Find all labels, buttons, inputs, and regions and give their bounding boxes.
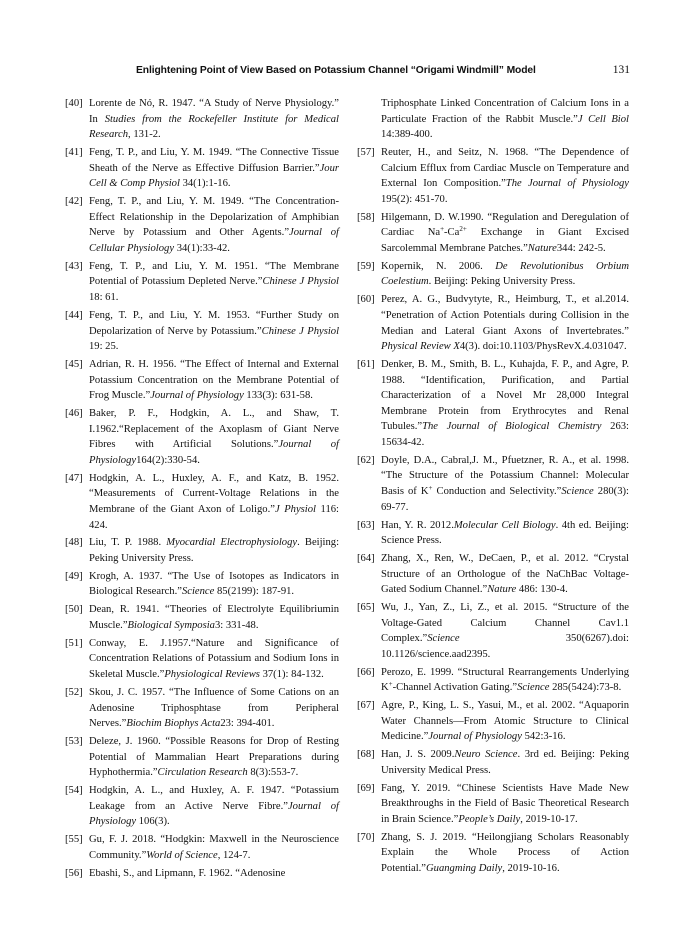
- reference-text: Reuter, H., and Seitz, N. 1968. “The Dependence of Calcium Efflux from Cardiac Muscle on Temperature and External Ion Composition.”The Journal of Physiology 195(2): 451-70.: [381, 147, 629, 205]
- reference-text: Perozo, E. 1999. “Structural Rearrangements Underlying K+-Channel Activation Gating.”Science 285(5424):73-8.: [381, 666, 629, 694]
- reference-text: Fang, Y. 2019. “Chinese Scientists Have Made New Breakthroughs in the Field of Basic Theoretical Research in Brain Science.”People’s Daily, 2019-10-17.: [381, 782, 629, 825]
- reference-item: [65, 569, 339, 600]
- reference-number: [43]: [65, 260, 83, 272]
- page-header: [40, 62, 630, 82]
- reference-text: Liu, T. P. 1988. Myocardial Electrophysiology. Beijing: Peking University Press.: [89, 537, 340, 564]
- reference-text: Doyle, D.A., Cabral,J. M., Pfuetzner, R. A., et al. 1998. “The Structure of the Potassium Channel: Molecular Basis of K+ Conduction and Selectivity.”Science 280(3): 69-77.: [381, 454, 629, 513]
- reference-item: [357, 357, 629, 451]
- reference-text: Adrian, R. H. 1956. “The Effect of Internal and External Potassium Concentration on the Membrane Potential of Frog Muscle.”Journal of Physiology 133(3): 631-58.: [89, 358, 339, 402]
- references-left-column: [65, 96, 339, 884]
- reference-item: [357, 698, 629, 745]
- reference-text: Han, J. S. 2009.Neuro Science. 3rd ed. Beijing: Peking University Medical Press.: [381, 749, 629, 776]
- reference-continuation: [357, 96, 629, 143]
- reference-number: [41]: [65, 147, 83, 159]
- reference-item: [357, 781, 629, 828]
- reference-item: [65, 471, 339, 533]
- page-number: 131: [612, 64, 630, 76]
- reference-text: Krogh, A. 1937. “The Use of Isotopes as Indicators in Biological Research.”Science 85(2199): 187-91.: [89, 570, 339, 598]
- reference-number: [55]: [65, 834, 83, 846]
- reference-text: Han, Y. R. 2012.Molecular Cell Biology. 4th ed. Beijing: Science Press.: [381, 519, 630, 547]
- reference-item: [65, 832, 339, 863]
- reference-item: [357, 830, 629, 877]
- reference-text: Feng, T. P., and Liu, Y. M. 1949. “The Concentration-Effect Relationship in the Depolarization of Amphibian Nerve by Potassium and Other Agents.”Journal of Cellular Physiology 34(1):33-42.: [89, 196, 339, 254]
- reference-item: [357, 551, 629, 598]
- reference-number: [65]: [357, 602, 375, 614]
- reference-number: [45]: [65, 358, 83, 370]
- reference-item: [65, 535, 339, 566]
- reference-number: [53]: [65, 736, 83, 748]
- reference-number: [48]: [65, 537, 83, 549]
- reference-item: [65, 308, 339, 355]
- reference-text: Kopernik, N. 2006. De Revolutionibus Orbium Coelestium. Beijing: Peking University Press.: [381, 260, 629, 288]
- reference-number: [63]: [357, 519, 375, 531]
- reference-text: Wu, J., Yan, Z., Li, Z., et al. 2015. “Structure of the Voltage-Gated Calcium Channel Cav1.1 Complex.”Science 350(6267).doi: 10.1126/science.aad2395.: [381, 602, 629, 660]
- reference-number: [62]: [357, 454, 375, 466]
- reference-item: [65, 636, 339, 683]
- references-right-column: [357, 96, 629, 879]
- reference-text: Denker, B. M., Smith, B. L., Kuhajda, F. P., and Agre, P. 1988. “Identification, Purification, and Partial Characterization of a Novel Mr 28,000 Integral Membrane Protein from Erythrocytes and Renal Tubules.”The Journal of Biological Chemistry 263: 15634-42.: [381, 358, 629, 448]
- reference-item: [65, 866, 339, 882]
- reference-number: [56]: [65, 867, 83, 879]
- reference-item: [357, 665, 629, 696]
- reference-number: [68]: [357, 749, 375, 761]
- reference-item: [65, 145, 339, 192]
- reference-item: [357, 453, 629, 515]
- reference-number: [69]: [357, 782, 375, 794]
- reference-number: [70]: [357, 831, 375, 843]
- reference-text: Dean, R. 1941. “Theories of Electrolyte Equilibriumin Muscle.”Biological Symposia3: 331-48.: [89, 604, 339, 631]
- reference-item: [65, 783, 339, 830]
- reference-text: Perez, A. G., Budvytyte, R., Heimburg, T., et al.2014. “Penetration of Action Potentials during Collision in the Median and Lateral Giant Axons of Invertebrates.” Physical Review X4(3). doi:10.1103/PhysRevX.4.031047.: [381, 294, 629, 353]
- reference-item: [65, 734, 339, 781]
- reference-number: [64]: [357, 553, 375, 564]
- reference-number: [59]: [357, 260, 375, 272]
- reference-item: [65, 194, 339, 256]
- reference-number: [66]: [357, 666, 375, 678]
- reference-text: Zhang, X., Ren, W., DeCaen, P., et al. 2012. “Crystal Structure of an Orthologue of the NaChBac Voltage-Gated Sodium Channel.”Nature 486: 130-4.: [381, 553, 629, 596]
- reference-item: [357, 259, 629, 290]
- reference-number: [54]: [65, 785, 83, 797]
- reference-item: [65, 602, 339, 633]
- reference-text: Skou, J. C. 1957. “The Influence of Some Cations on an Adenosine Triphosphtase from Peripheral Nerves.”Biochim Biophys Acta23: 394-401.: [89, 686, 339, 730]
- reference-text: Hilgemann, D. W.1990. “Regulation and Deregulation of Cardiac $Na^+-Ca^{2+}$ Exchange in Giant Excised Sarcolemmal Membrane Patches.”Nature344: 242-5.: [381, 211, 629, 254]
- reference-text: Agre, P., King, L. S., Yasui, M., et al. 2002. “Aquaporin Water Channels—From Atomic Structure to Clinical Medicine.”Journal of Physiology 542:3-16.: [381, 700, 629, 743]
- reference-number: [42]: [65, 196, 83, 208]
- reference-number: [58]: [357, 211, 375, 223]
- reference-item: [357, 600, 629, 662]
- reference-text: Deleze, J. 1960. “Possible Reasons for Drop of Resting Potential of Mammalian Heart Preparations during Hyphothermia.”Circulation Research 8(3):553-7.: [89, 736, 339, 779]
- reference-text: Lorente de Nó, R. 1947. “A Study of Nerve Physiology.” In Studies from the Rockefeller Institute for Medical Research, 131-2.: [89, 98, 339, 141]
- reference-number: [60]: [357, 294, 375, 306]
- reference-number: [57]: [357, 147, 375, 159]
- reference-item: [357, 210, 629, 257]
- reference-item: [357, 747, 629, 778]
- reference-text: Gu, F. J. 2018. “Hodgkin: Maxwell in the Neuroscience Community.”World of Science, 124-7.: [89, 834, 339, 861]
- reference-item: [357, 292, 629, 354]
- reference-number: [46]: [65, 408, 83, 420]
- running-title: Enlightening Point of View Based on Potassium Channel “Origami Windmill” Model: [136, 65, 536, 76]
- reference-number: [61]: [357, 358, 375, 370]
- reference-text: Triphosphate Linked Concentration of Calcium Ions in a Particulate Fraction of the Rabbit Muscle.”J Cell Biol 14:389-400.: [381, 98, 629, 141]
- reference-text: Hodgkin, A. L., Huxley, A. F., and Katz, B. 1952. “Measurements of Current-Voltage Relations in the Membrane of the Giant Axon of Loligo.”J Physiol 116: 424.: [89, 472, 339, 531]
- reference-text: Feng, T. P., and Liu, Y. M. 1949. “The Connective Tissue Sheath of the Nerve as Effective Diffusion Barrier.”Jour Cell & Comp Physiol 34(1):1-16.: [89, 147, 339, 190]
- reference-number: [49]: [65, 570, 83, 582]
- reference-number: [47]: [65, 472, 83, 484]
- reference-item: [65, 406, 339, 468]
- reference-text: Conway, E. J.1957.“Nature and Significance of Concentration Relations of Potassium and Sodium Ions in Skeletal Muscle.”Physiological Reviews 37(1): 84-132.: [89, 637, 339, 681]
- reference-text: Zhang, S. J. 2019. “Heilongjiang Scholars Reasonably Explain the Whole Process of Action Potential.”Guangming Daily, 2019-10-16.: [381, 831, 629, 875]
- reference-item: [65, 259, 339, 306]
- reference-text: Hodgkin, A. L., and Huxley, A. F. 1947. “Potassium Leakage from an Active Nerve Fibre.”Journal of Physiology 106(3).: [89, 785, 339, 828]
- reference-text: Feng, T. P., and Liu, Y. M. 1951. “The Membrane Potential of Potassium Depleted Nerve.”Chinese J Physiol 18: 61.: [89, 260, 340, 304]
- reference-text: Baker, P. F., Hodgkin, A. L., and Shaw, T. I.1962.“Replacement of the Axoplasm of Giant Nerve Fibres with Artificial Solutions.”Journal of Physiology164(2):330-54.: [89, 408, 339, 466]
- reference-text: Feng, T. P., and Liu, Y. M. 1953. “Further Study on Depolarization of Nerve by Potassium.”Chinese J Physiol 19: 25.: [89, 309, 340, 353]
- reference-number: [51]: [65, 637, 83, 649]
- reference-item: [357, 518, 629, 549]
- reference-number: [67]: [357, 700, 375, 712]
- reference-number: [50]: [65, 604, 83, 616]
- reference-item: [65, 357, 339, 404]
- reference-item: [357, 145, 629, 207]
- reference-number: [44]: [65, 309, 83, 321]
- reference-item: [65, 685, 339, 732]
- reference-number: [40]: [65, 98, 83, 109]
- reference-number: [52]: [65, 686, 83, 698]
- reference-item: [65, 96, 339, 143]
- reference-text: Ebashi, S., and Lipmann, F. 1962. “Adenosine: [89, 867, 286, 879]
